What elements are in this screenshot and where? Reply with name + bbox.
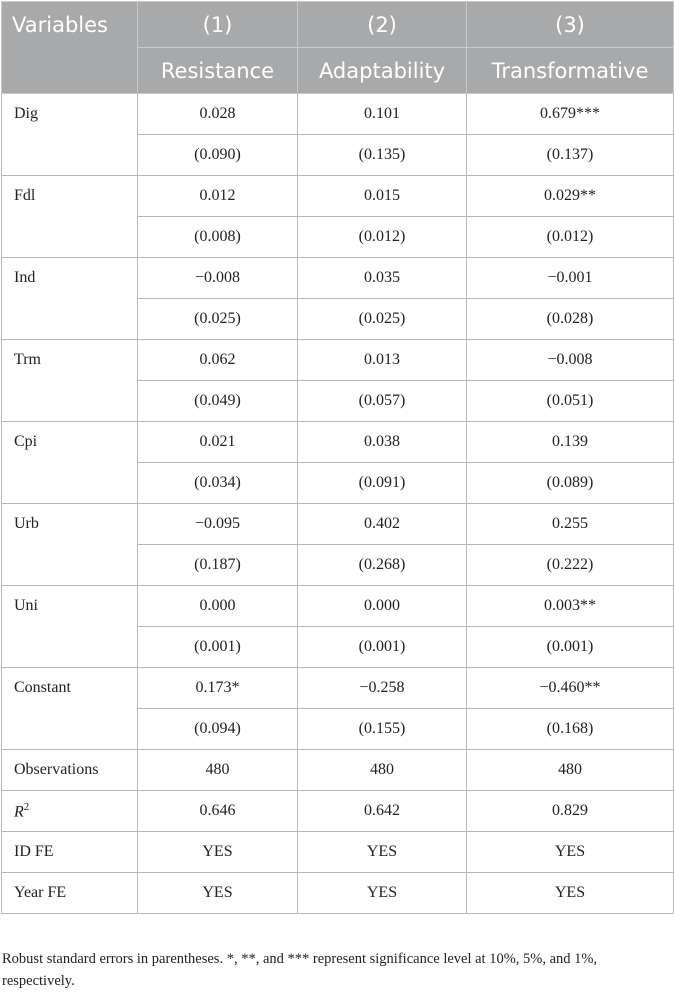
variable-name: Dig — [2, 94, 138, 176]
coef-cell: 0.173* — [138, 668, 298, 709]
table-body — [2, 94, 674, 914]
coef-cell: 0.012 — [138, 176, 298, 217]
column-name-adaptability: Adaptability — [298, 48, 467, 94]
r-squared-sup: 2 — [23, 800, 30, 813]
coef-cell: 0.062 — [138, 340, 298, 381]
se-cell: (0.001) — [298, 627, 467, 668]
coef-cell: 0.000 — [138, 586, 298, 627]
table-row-coef — [2, 94, 674, 135]
year-fe-label: Year FE — [2, 873, 138, 914]
coef-cell: 0.679*** — [467, 94, 674, 135]
stat-cell: YES — [298, 873, 467, 914]
variable-name: Urb — [2, 504, 138, 586]
coef-cell: 0.139 — [467, 422, 674, 463]
table-header — [2, 2, 674, 94]
variable-name: Constant — [2, 668, 138, 750]
coef-cell: −0.001 — [467, 258, 674, 299]
coef-cell: −0.258 — [298, 668, 467, 709]
variable-name: Cpi — [2, 422, 138, 504]
stat-cell: 480 — [138, 750, 298, 791]
se-cell: (0.008) — [138, 217, 298, 258]
column-number-1: (1) — [138, 2, 298, 48]
table-row-coef — [2, 504, 674, 545]
stat-cell: YES — [138, 873, 298, 914]
variables-header: Variables — [2, 2, 138, 48]
stat-cell: 480 — [467, 750, 674, 791]
se-cell: (0.049) — [138, 381, 298, 422]
table-row-coef — [2, 422, 674, 463]
variable-name: Trm — [2, 340, 138, 422]
se-cell: (0.089) — [467, 463, 674, 504]
se-cell: (0.025) — [138, 299, 298, 340]
se-cell: (0.025) — [298, 299, 467, 340]
coef-cell: 0.015 — [298, 176, 467, 217]
coef-cell: −0.008 — [138, 258, 298, 299]
table-row-id-fe — [2, 832, 674, 873]
coef-cell: 0.101 — [298, 94, 467, 135]
se-cell: (0.001) — [467, 627, 674, 668]
stat-cell: YES — [138, 832, 298, 873]
stat-cell: 0.829 — [467, 791, 674, 832]
column-number-2: (2) — [298, 2, 467, 48]
coef-cell: −0.460** — [467, 668, 674, 709]
se-cell: (0.051) — [467, 381, 674, 422]
table-row-coef — [2, 586, 674, 627]
coef-cell: 0.035 — [298, 258, 467, 299]
regression-table — [1, 1, 674, 914]
se-cell: (0.168) — [467, 709, 674, 750]
table-row-coef — [2, 340, 674, 381]
table-row-coef — [2, 668, 674, 709]
stat-cell: YES — [298, 832, 467, 873]
variables-header-blank — [2, 48, 138, 94]
stat-cell: 0.646 — [138, 791, 298, 832]
se-cell: (0.187) — [138, 545, 298, 586]
se-cell: (0.028) — [467, 299, 674, 340]
se-cell: (0.091) — [298, 463, 467, 504]
se-cell: (0.135) — [298, 135, 467, 176]
coef-cell: 0.021 — [138, 422, 298, 463]
table-row-coef — [2, 258, 674, 299]
coef-cell: −0.008 — [467, 340, 674, 381]
coef-cell: 0.028 — [138, 94, 298, 135]
se-cell: (0.012) — [467, 217, 674, 258]
coef-cell: 0.255 — [467, 504, 674, 545]
se-cell: (0.222) — [467, 545, 674, 586]
se-cell: (0.268) — [298, 545, 467, 586]
se-cell: (0.012) — [298, 217, 467, 258]
column-number-3: (3) — [467, 2, 674, 48]
column-name-resistance: Resistance — [138, 48, 298, 94]
variable-name: Ind — [2, 258, 138, 340]
coef-cell: 0.038 — [298, 422, 467, 463]
table-footnote: Robust standard errors in parentheses. *, **, and *** represent significance level at 10%, 5%, and 1%, respectively. — [2, 951, 598, 989]
stat-cell: 0.642 — [298, 791, 467, 832]
stat-cell: YES — [467, 873, 674, 914]
r-squared-main: R — [14, 803, 24, 821]
table-row-r-squared — [2, 791, 674, 832]
se-cell: (0.034) — [138, 463, 298, 504]
column-name-transformative: Transformative — [467, 48, 674, 94]
variable-name: Fdl — [2, 176, 138, 258]
observations-label: Observations — [2, 750, 138, 791]
se-cell: (0.001) — [138, 627, 298, 668]
stat-cell: YES — [467, 832, 674, 873]
coef-cell: 0.029** — [467, 176, 674, 217]
se-cell: (0.090) — [138, 135, 298, 176]
coef-cell: 0.013 — [298, 340, 467, 381]
r-squared-label — [2, 791, 138, 832]
coef-cell: 0.000 — [298, 586, 467, 627]
id-fe-label: ID FE — [2, 832, 138, 873]
table-row-observations — [2, 750, 674, 791]
table-row-coef — [2, 176, 674, 217]
se-cell: (0.137) — [467, 135, 674, 176]
table-row-year-fe — [2, 873, 674, 914]
variable-name: Uni — [2, 586, 138, 668]
se-cell: (0.155) — [298, 709, 467, 750]
se-cell: (0.094) — [138, 709, 298, 750]
coef-cell: 0.402 — [298, 504, 467, 545]
se-cell: (0.057) — [298, 381, 467, 422]
stat-cell: 480 — [298, 750, 467, 791]
coef-cell: 0.003** — [467, 586, 674, 627]
coef-cell: −0.095 — [138, 504, 298, 545]
